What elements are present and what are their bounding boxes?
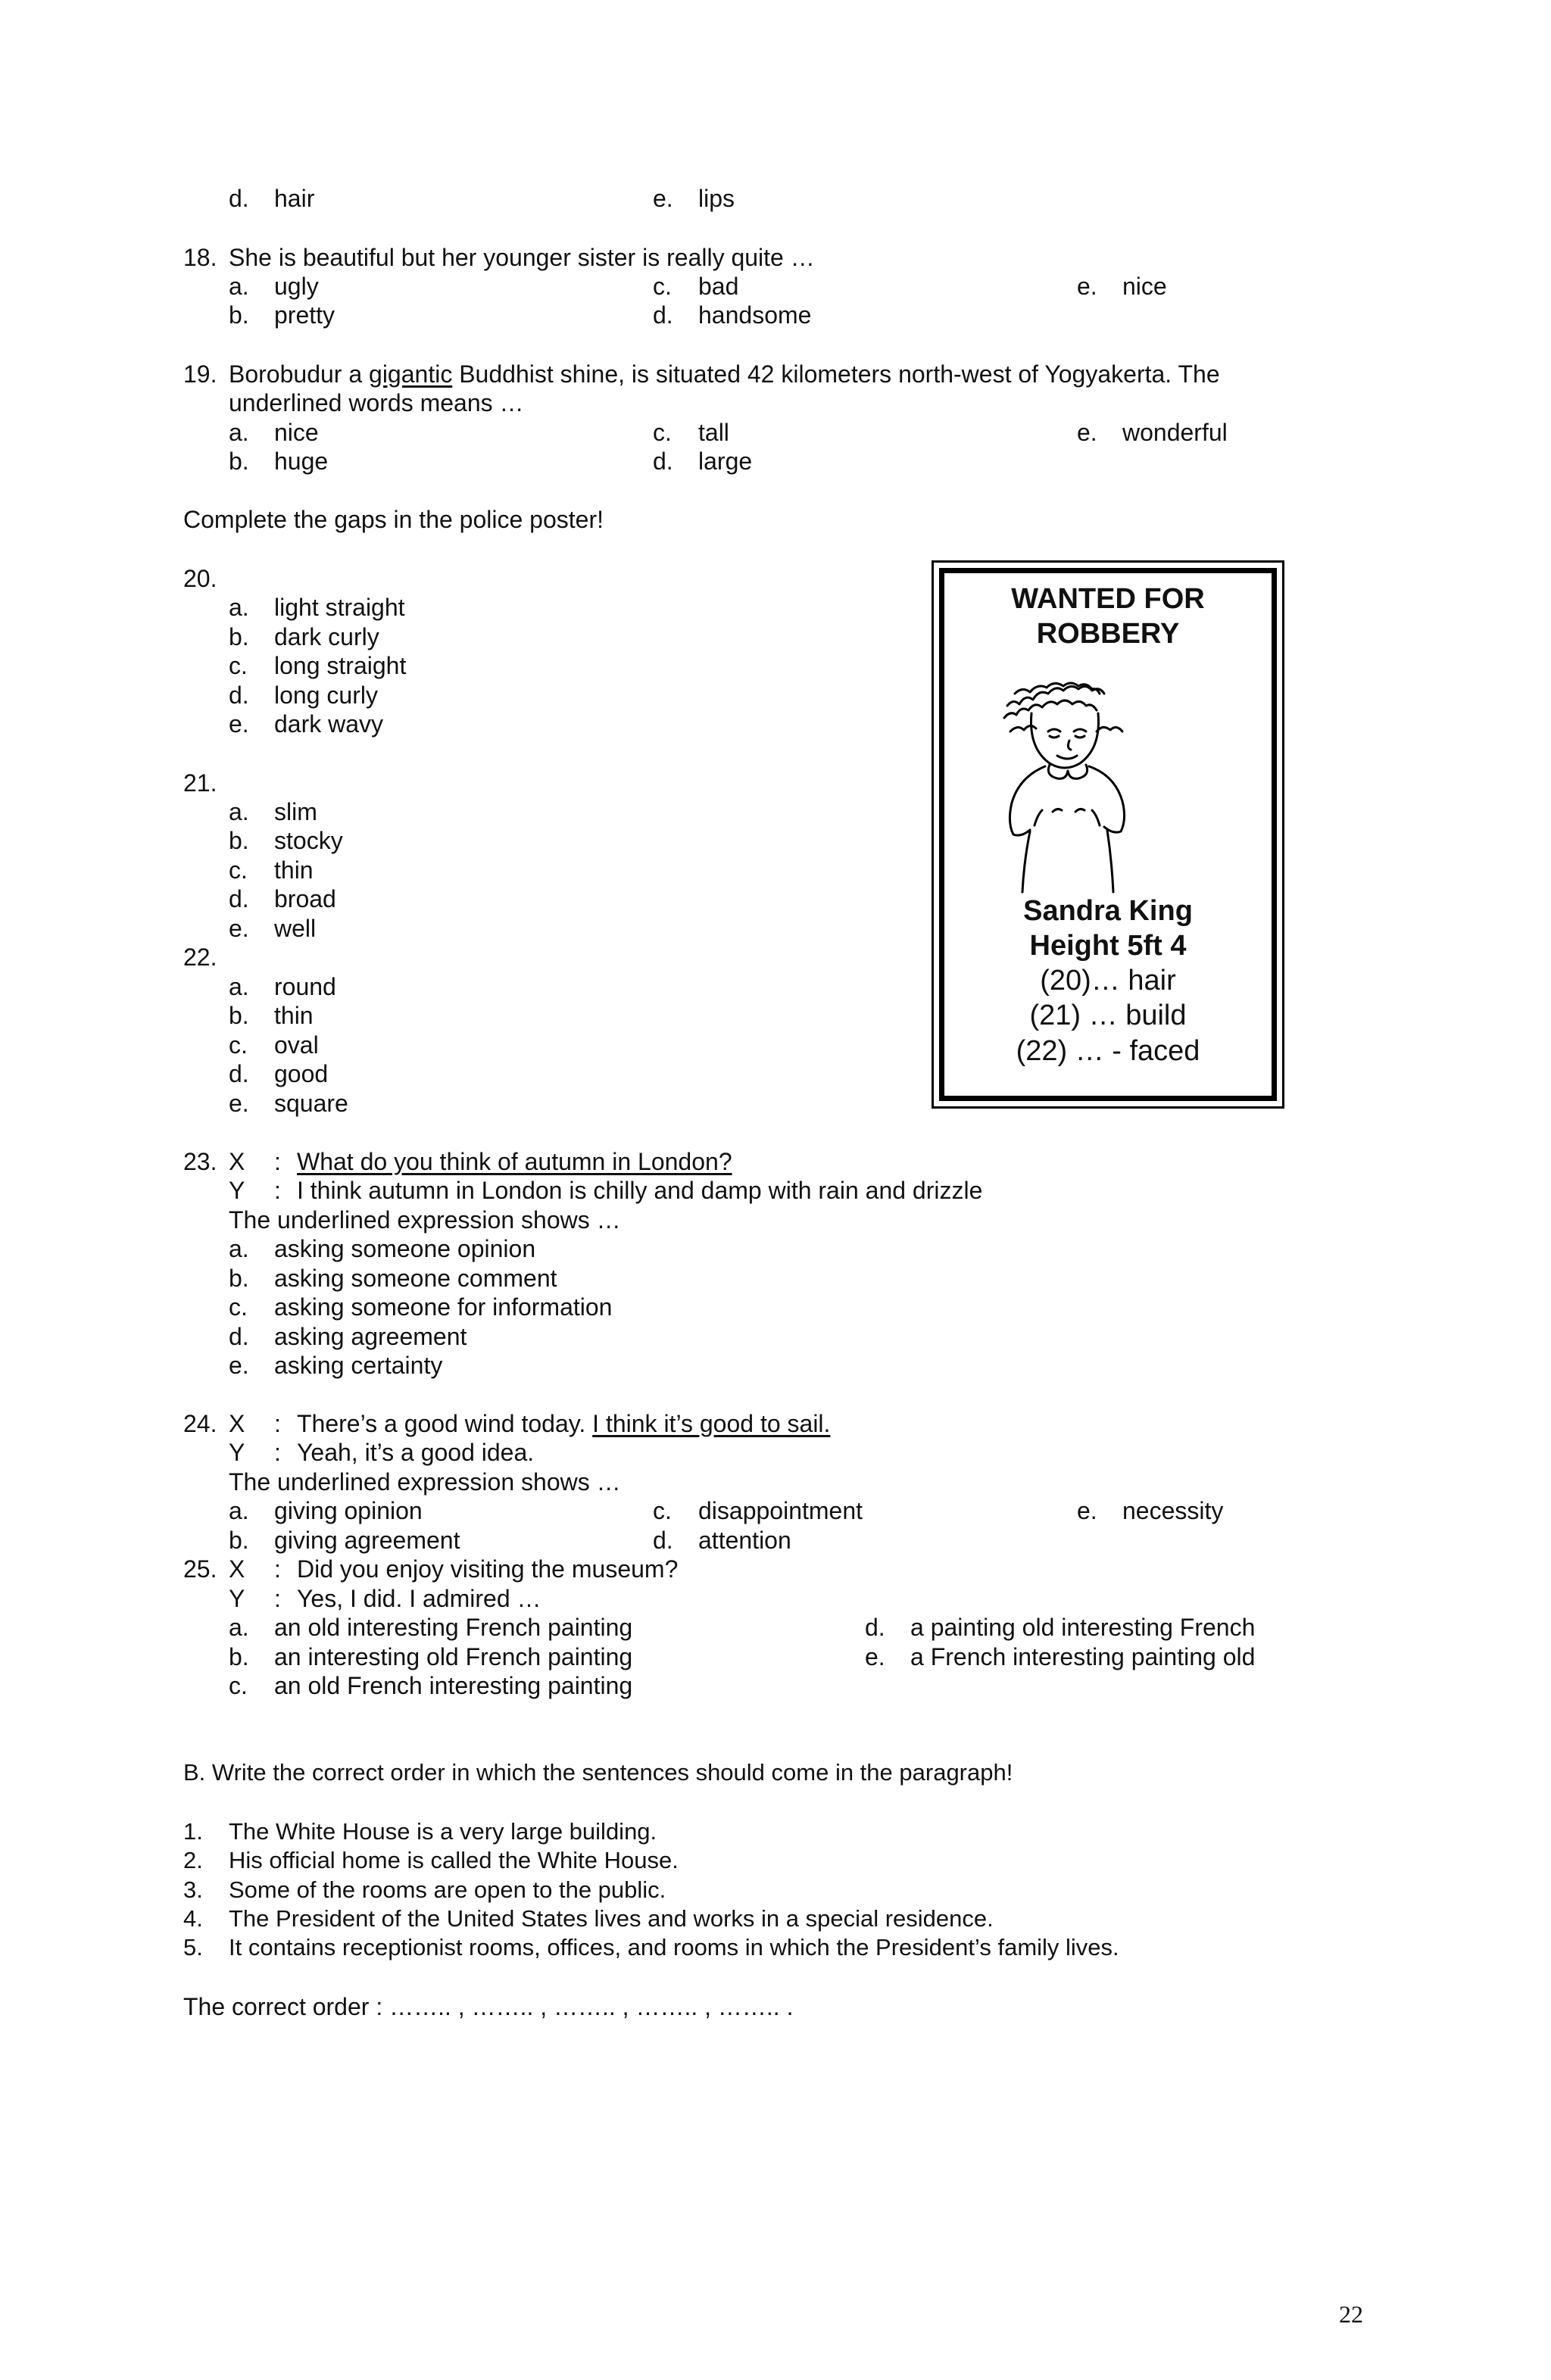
q25-y-line: Yes, I did. I admired … [297, 1585, 541, 1612]
q24-number: 24. [183, 1410, 217, 1437]
q19-option-a-letter: a. [229, 419, 249, 446]
q18-option-d-text: handsome [698, 301, 812, 329]
q19-stem-after: Buddhist shine, is situated 42 kilometers north-west of Yogyakerta. The [452, 360, 1220, 388]
q18-option-e-text: nice [1122, 273, 1167, 300]
poster-suspect-name: Sandra King [1023, 895, 1193, 927]
q24-speaker-y: Y [229, 1439, 245, 1466]
q19-number: 19. [183, 360, 217, 388]
poster-suspect-height: Height 5ft 4 [1029, 930, 1187, 962]
section-b-item-number: 3. [183, 1876, 203, 1903]
q22-option-c-text: oval [274, 1031, 319, 1059]
q21-option-b-letter: b. [229, 827, 249, 854]
q22-option-a-letter: a. [229, 973, 249, 1000]
q19-option-d-text: large [698, 448, 753, 475]
q24-option-a-text: giving opinion [274, 1497, 423, 1524]
poster-gap-21: (21) … build [1029, 1000, 1187, 1031]
q25-option-c-text: an old French interesting painting [274, 1672, 633, 1699]
q19-option-e-letter: e. [1077, 419, 1097, 446]
q23-colon-x: : [274, 1148, 281, 1175]
q18-option-e-letter: e. [1077, 273, 1097, 300]
q25-x-line: Did you enjoy visiting the museum? [297, 1555, 679, 1583]
q18-option-a-letter: a. [229, 273, 249, 300]
q25-colon-y: : [274, 1585, 281, 1612]
q22-option-b-text: thin [274, 1002, 314, 1029]
q17-option-d-letter: d. [229, 185, 249, 212]
q18-option-b-text: pretty [274, 301, 335, 329]
poster-instruction: Complete the gaps in the police poster! [183, 506, 604, 533]
section-b-item-number: 4. [183, 1905, 203, 1932]
q23-option-c-text: asking someone for information [274, 1293, 613, 1321]
q23-option-e-letter: e. [229, 1352, 249, 1379]
q19-stem-line2: underlined words means … [229, 389, 524, 416]
section-b-item-number: 5. [183, 1934, 203, 1960]
q19-option-e-text: wonderful [1122, 419, 1228, 446]
q22-number: 22. [183, 944, 217, 971]
section-b-item-number: 1. [183, 1818, 203, 1845]
q23-y-line: I think autumn in London is chilly and damp with rain and drizzle [297, 1177, 983, 1204]
q18-stem: She is beautiful but her younger sister is really quite … [229, 244, 815, 271]
q22-option-c-letter: c. [229, 1031, 248, 1059]
q23-option-d-letter: d. [229, 1323, 249, 1350]
q24-x-underlined: I think it’s good to sail. [592, 1410, 831, 1437]
poster-gap-22: (22) … - faced [1016, 1035, 1200, 1067]
q25-option-a-letter: a. [229, 1614, 249, 1641]
q20-option-b-letter: b. [229, 623, 249, 650]
q22-option-d-text: good [274, 1060, 329, 1087]
q18-number: 18. [183, 244, 217, 271]
q21-option-b-text: stocky [274, 827, 343, 854]
section-b-item-text: The President of the United States lives and works in a special residence. [229, 1905, 994, 1932]
q21-option-a-text: slim [274, 798, 317, 825]
q25-option-e-letter: e. [865, 1643, 885, 1670]
q23-option-b-text: asking someone comment [274, 1265, 557, 1292]
q25-speaker-x: X [229, 1555, 245, 1583]
q25-option-b-text: an interesting old French painting [274, 1643, 633, 1670]
q24-speaker-x: X [229, 1410, 245, 1437]
section-b-item-number: 2. [183, 1847, 203, 1873]
q18-option-c-text: bad [698, 273, 739, 300]
q21-option-c-text: thin [274, 856, 314, 884]
q24-option-c-text: disappointment [698, 1497, 863, 1524]
section-b-heading: B. Write the correct order in which the sentences should come in the paragraph! [183, 1759, 1013, 1786]
q24-option-e-text: necessity [1122, 1497, 1224, 1524]
q21-number: 21. [183, 769, 217, 797]
q24-option-e-letter: e. [1077, 1497, 1097, 1524]
q23-colon-y: : [274, 1177, 281, 1204]
q19-option-a-text: nice [274, 419, 319, 446]
q24-x-plain: There’s a good wind today. [297, 1410, 593, 1437]
poster-title-line1: WANTED FOR [1011, 583, 1205, 615]
q17-option-d-text: hair [274, 185, 315, 212]
q24-y-line: Yeah, it’s a good idea. [297, 1439, 535, 1466]
q24-prompt: The underlined expression shows … [229, 1468, 621, 1496]
q24-option-d-text: attention [698, 1527, 791, 1554]
q24-colon-x: : [274, 1410, 281, 1437]
q20-option-c-letter: c. [229, 652, 248, 679]
q20-option-d-letter: d. [229, 682, 249, 709]
section-b-item-text: It contains receptionist rooms, offices, and rooms in which the President’s family lives. [229, 1934, 1119, 1960]
q24-option-b-letter: b. [229, 1527, 249, 1554]
q25-number: 25. [183, 1555, 217, 1583]
q18-option-a-text: ugly [274, 273, 319, 300]
q25-option-d-text: a painting old interesting French [910, 1614, 1256, 1641]
q21-option-e-letter: e. [229, 915, 249, 942]
section-b-item-text: The White House is a very large building. [229, 1818, 657, 1845]
q19-option-d-letter: d. [653, 448, 673, 475]
q23-option-e-text: asking certainty [274, 1352, 443, 1379]
q19-option-b-text: huge [274, 448, 329, 475]
q19-stem [229, 362, 1220, 386]
suspect-drawing-icon [1000, 653, 1219, 895]
q24-x-line [297, 1411, 830, 1436]
q19-stem-before: Borobudur a [229, 360, 370, 388]
q19-option-b-letter: b. [229, 448, 249, 475]
q20-option-c-text: long straight [274, 652, 407, 679]
q25-option-e-text: a French interesting painting old [910, 1643, 1256, 1670]
q18-option-b-letter: b. [229, 301, 249, 329]
q18-option-c-letter: c. [653, 273, 672, 300]
q21-option-a-letter: a. [229, 798, 249, 825]
q24-option-b-text: giving agreement [274, 1527, 460, 1554]
q23-x-line: What do you think of autumn in London? [297, 1148, 732, 1175]
page-number: 22 [1339, 2300, 1363, 2328]
q21-option-d-letter: d. [229, 885, 249, 912]
poster-gap-20: (20)… hair [1040, 965, 1176, 997]
q20-option-e-text: dark wavy [274, 710, 384, 738]
q22-option-d-letter: d. [229, 1060, 249, 1087]
q22-option-b-letter: b. [229, 1002, 249, 1029]
correct-order-answer-line: The correct order : …….. , …….. , …….. , …….. , …….. . [183, 1993, 794, 2020]
poster-title-line2: ROBBERY [1036, 618, 1180, 650]
q23-option-a-letter: a. [229, 1235, 249, 1262]
q20-option-d-text: long curly [274, 682, 378, 709]
q19-option-c-letter: c. [653, 419, 672, 446]
q20-number: 20. [183, 565, 217, 592]
q22-option-e-letter: e. [229, 1090, 249, 1117]
q23-option-c-letter: c. [229, 1293, 248, 1321]
q25-colon-x: : [274, 1555, 281, 1583]
q25-option-a-text: an old interesting French painting [274, 1614, 633, 1641]
q24-option-a-letter: a. [229, 1497, 249, 1524]
section-b-item-text: Some of the rooms are open to the public. [229, 1876, 666, 1903]
q21-option-d-text: broad [274, 885, 336, 912]
q17-option-e-letter: e. [653, 185, 673, 212]
q17-option-e-text: lips [698, 185, 735, 212]
q25-option-d-letter: d. [865, 1614, 885, 1641]
q20-option-b-text: dark curly [274, 623, 379, 650]
q20-option-a-letter: a. [229, 594, 249, 621]
q24-colon-y: : [274, 1439, 281, 1466]
q21-option-c-letter: c. [229, 856, 248, 884]
q23-option-d-text: asking agreement [274, 1323, 467, 1350]
q19-underlined-word: gigantic [369, 360, 453, 388]
q25-option-c-letter: c. [229, 1672, 248, 1699]
section-b-item-text: His official home is called the White House. [229, 1847, 679, 1873]
q25-speaker-y: Y [229, 1585, 245, 1612]
q19-option-c-text: tall [698, 419, 729, 446]
q24-option-c-letter: c. [653, 1497, 672, 1524]
q24-option-d-letter: d. [653, 1527, 673, 1554]
q23-speaker-x: X [229, 1148, 245, 1175]
q23-option-a-text: asking someone opinion [274, 1235, 536, 1262]
q23-speaker-y: Y [229, 1177, 245, 1204]
q20-option-a-text: light straight [274, 594, 405, 621]
q23-prompt: The underlined expression shows … [229, 1206, 621, 1234]
q22-option-e-text: square [274, 1090, 348, 1117]
q21-option-e-text: well [274, 915, 317, 942]
q25-option-b-letter: b. [229, 1643, 249, 1670]
q23-number: 23. [183, 1148, 217, 1175]
q23-option-b-letter: b. [229, 1265, 249, 1292]
q22-option-a-text: round [274, 973, 336, 1000]
q20-option-e-letter: e. [229, 710, 249, 738]
q18-option-d-letter: d. [653, 301, 673, 329]
